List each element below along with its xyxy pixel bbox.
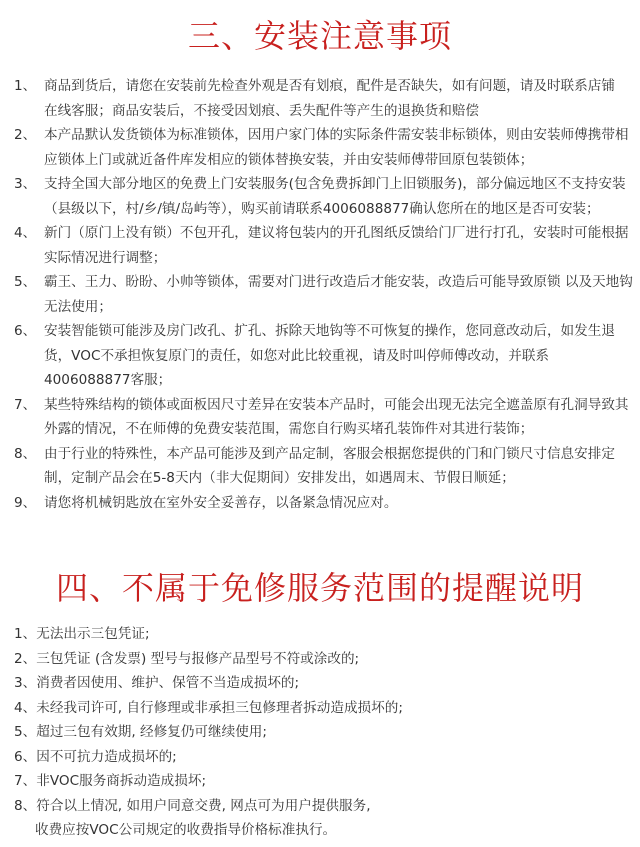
list-item (14, 696, 634, 721)
list-item (14, 769, 634, 794)
list-item (14, 393, 634, 442)
list-item (14, 74, 634, 123)
item-text: 支持全国大部分地区的免费上门安装服务(包含免费拆卸门上旧锁服务)，部分偏远地区不支持安装（县级以下，村/乡/镇/岛屿等），购买前请联系4006088877确认您所在的地区是否可安装； (44, 176, 626, 217)
section-title-warranty-exclusions: 四、不属于免修服务范围的提醒说明 (55, 569, 584, 607)
list-item (14, 720, 634, 745)
list-item (14, 123, 634, 172)
list-item (14, 671, 634, 696)
item-number: 9、 (14, 494, 37, 511)
list-item (14, 270, 634, 319)
item-number: 2、 (14, 650, 37, 667)
item-number: 1、 (14, 626, 37, 642)
list-item (14, 622, 634, 647)
item-text: 收费应按VOC公司规定的收费指导价格标准执行。 (35, 822, 337, 838)
item-text: 三包凭证 (含发票) 型号与报修产品型号不符或涂改的; (36, 650, 360, 667)
list-item (14, 172, 634, 221)
item-number: 5、 (14, 724, 37, 740)
item-text: 商品到货后，请您在安装前先检查外观是否有划痕，配件是否缺失，如有问题，请及时联系店铺 在线客服；商品安装后，不接受因划痕、丢失配件等产生的退换货和赔偿 (44, 78, 629, 119)
item-text: 超过三包有效期, 经修复仍可继续使用; (36, 724, 267, 740)
item-text: 未经我司许可, 自行修理或非承担三包修理者拆动造成损坏的; (36, 699, 403, 716)
item-text: 霸王、王力、盼盼、小帅等锁体，需要对门进行改造后才能安装，改造后可能导致原锁 以及天地钩无法使用； (44, 274, 633, 315)
item-number: 3、 (14, 176, 37, 192)
installation-notes-list (14, 74, 634, 515)
warranty-exclusions-list (14, 622, 634, 843)
item-text: 因不可抗力造成损坏的; (36, 748, 177, 765)
item-number: 4、 (14, 699, 37, 716)
item-text: 本产品默认发货锁体为标准锁体，因用户家门体的实际条件需安装非标锁体，则由安装师傅携带相应锁体上门或就近备件库发相应的锁体替换安装，并由安装师傅带回原包装锁体； (44, 127, 629, 168)
item-number: 2、 (14, 127, 37, 143)
section-title-installation-notes: 三、安装注意事项 (187, 17, 452, 55)
item-number: 8、 (14, 445, 37, 462)
item-text: 安装智能锁可能涉及房门改孔、扩孔、拆除天地钩等不可恢复的操作，您同意改动后，如发生退货，VOC不承担恢复原门的责任，如您对此比较重视，请及时叫停师傅改动，并联系4006088877客服； (44, 323, 615, 388)
item-text: 某些特殊结构的锁体或面板因尺寸差异在安装本产品时，可能会出现无法完全遮盖原有孔洞导致其外露的情况，不在师傅的免费安装范围，需您自行购买堵孔装饰件对其进行装饰； (44, 396, 629, 437)
item-text: 由于行业的特殊性，本产品可能涉及到产品定制，客服会根据您提供的门和门锁尺寸信息安排定制，定制产品会在5-8天内（非大促期间）安排发出，如遇周末、节假日顺延； (44, 445, 615, 486)
item-text: 新门（原门上没有锁）不包开孔，建议将包装内的开孔图纸反馈给门厂进行打孔，安装时可能根据实际情况进行调整； (44, 225, 629, 266)
item-text: 请您将机械钥匙放在室外安全妥善存，以备紧急情况应对。 (44, 494, 398, 511)
list-item (14, 794, 634, 819)
item-number: 6、 (14, 748, 37, 765)
item-number: 3、 (14, 675, 37, 691)
item-text: 消费者因使用、维护、保管不当造成损坏的; (36, 675, 300, 691)
list-item (14, 442, 634, 491)
item-text: 符合以上情况, 如用户同意交费, 网点可为用户提供服务, (36, 797, 371, 814)
list-item (14, 319, 634, 393)
item-number: 6、 (14, 323, 37, 339)
item-number: 1、 (14, 78, 37, 94)
item-number: 8、 (14, 797, 37, 814)
list-item (14, 221, 634, 270)
item-number: 7、 (14, 396, 37, 413)
list-item (14, 745, 634, 770)
item-text: 无法出示三包凭证; (36, 626, 150, 642)
item-number: 5、 (14, 274, 37, 290)
item-number: 7、 (14, 773, 37, 789)
list-item (14, 647, 634, 672)
list-item (14, 818, 634, 843)
list-item (14, 491, 634, 516)
item-text: 非VOC服务商拆动造成损坏; (36, 773, 207, 789)
item-number: 4、 (14, 225, 37, 241)
